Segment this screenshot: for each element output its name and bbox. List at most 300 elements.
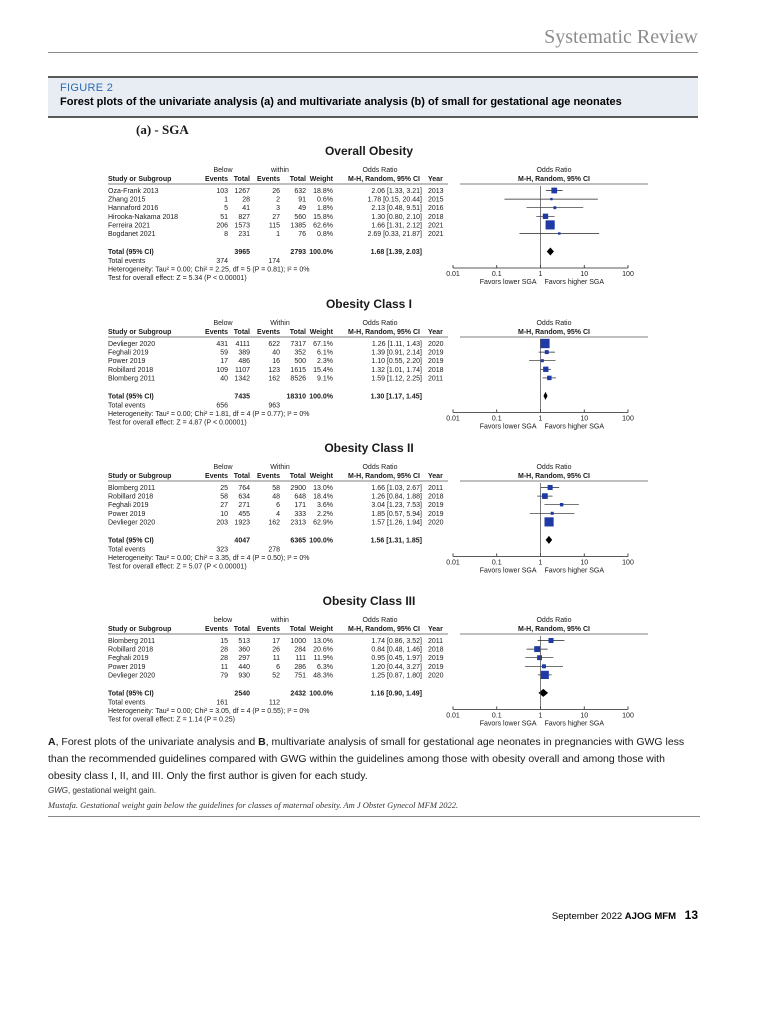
study-point-marker <box>560 503 563 506</box>
caption-bottom-rule <box>48 816 700 817</box>
study-or-ci: 1.26 [0.84, 1.88] <box>371 493 422 501</box>
heterogeneity-stats: Heterogeneity: Tau² = 0.00; Chi² = 1.81, df = 4 (P = 0.77); I² = 0% <box>108 410 310 418</box>
total-label: Total (95% CI) <box>108 393 154 401</box>
total-n-below: 3965 <box>234 249 250 256</box>
study-weight: 15.8% <box>313 213 333 221</box>
caption-part1: , Forest plots of the univariate analysis and <box>55 736 259 748</box>
footer-page-number: 13 <box>684 908 698 922</box>
events-below: 28 <box>220 655 228 663</box>
total-below: 360 <box>238 646 250 654</box>
total-or-ci: 1.16 [0.90, 1.49] <box>370 690 422 698</box>
col-header-events2: Events <box>257 329 280 336</box>
study-year: 2019 <box>428 663 444 671</box>
study-point-marker <box>547 376 551 380</box>
col-header-events2: Events <box>257 176 280 183</box>
study-point-marker <box>537 655 542 660</box>
pooled-diamond <box>546 536 553 544</box>
study-or-ci: 0.84 [0.48, 1.46] <box>371 646 422 654</box>
study-name: Devlieger 2020 <box>108 672 156 680</box>
total-within: 2900 <box>290 485 306 492</box>
study-year: 2020 <box>428 519 444 527</box>
events-within: 26 <box>272 646 280 654</box>
study-weight: 0.8% <box>317 231 333 238</box>
events-below: 10 <box>220 510 228 518</box>
events-below: 206 <box>216 222 228 230</box>
study-point-marker <box>541 359 544 362</box>
total-within: 76 <box>298 231 306 238</box>
caption-a-marker: A <box>48 736 56 748</box>
total-below: 231 <box>238 231 250 238</box>
plot-col-header-ci: M-H, Random, 95% CI <box>518 329 590 336</box>
group1-label: Below <box>213 464 233 471</box>
study-name: Feghali 2019 <box>108 502 149 510</box>
col-header-total2: Total <box>289 329 306 336</box>
events-within: 48 <box>272 493 280 501</box>
study-point-marker <box>558 232 560 234</box>
events-below: 40 <box>220 375 228 383</box>
study-point-marker <box>545 517 554 526</box>
col-header-weight: Weight <box>309 329 333 336</box>
col-header-events1: Events <box>205 626 228 633</box>
study-or-ci: 1.32 [1.01, 1.74] <box>371 366 422 374</box>
heterogeneity-stats: Heterogeneity: Tau² = 0.00; Chi² = 3.35, df = 4 (P = 0.50); I² = 0% <box>108 554 310 562</box>
forest-title: Obesity Class II <box>324 441 414 455</box>
total-events-below: 161 <box>216 699 228 707</box>
total-below: 513 <box>238 638 250 645</box>
study-point-marker <box>542 493 548 499</box>
col-header-year: Year <box>428 473 443 480</box>
study-or-ci: 3.04 [1.23, 7.53] <box>371 502 422 510</box>
total-events-below: 374 <box>216 258 228 265</box>
col-header-year: Year <box>428 329 443 336</box>
study-or-ci: 1.20 [0.44, 3.27] <box>371 663 422 671</box>
study-weight: 1.8% <box>317 205 333 213</box>
total-events-within: 112 <box>268 699 280 707</box>
plot-effect-header: Odds Ratio <box>536 464 572 471</box>
events-within: 58 <box>272 485 280 492</box>
events-within: 115 <box>268 222 280 230</box>
total-below: 440 <box>238 663 250 671</box>
study-year: 2019 <box>428 358 444 366</box>
study-or-ci: 1.57 [1.26, 1.94] <box>371 519 422 527</box>
abbreviation-term: GWG <box>48 786 68 795</box>
study-year: 2021 <box>428 222 444 230</box>
events-within: 40 <box>272 349 280 357</box>
effect-header: Odds Ratio <box>362 320 398 327</box>
forest-title: Obesity Class I <box>325 297 413 311</box>
abbreviation-definition: , gestational weight gain. <box>68 786 157 795</box>
events-within: 4 <box>276 510 280 518</box>
x-axis-tick-label: 100 <box>622 559 634 567</box>
x-axis-tick-label: 0.01 <box>446 415 460 423</box>
events-below: 17 <box>220 358 228 366</box>
panel-label: (a) - SGA <box>136 122 189 137</box>
study-weight: 0.6% <box>317 196 333 204</box>
events-below: 103 <box>216 188 228 195</box>
total-within: 632 <box>294 188 306 195</box>
events-below: 15 <box>220 638 228 645</box>
total-within: 111 <box>295 655 306 663</box>
total-n-within: 2793 <box>290 249 306 256</box>
caption-part2: , multivariate analysis of small for gestational age neonates in pregnancies with GWG less than the recommended guidelines compared with GWG within the guidelines among those with obesity overall and among those with obesity class I, II, and III. Only the first author is given for each study. <box>48 736 685 782</box>
total-below: 827 <box>238 213 250 221</box>
study-weight: 48.3% <box>313 672 333 680</box>
study-name: Robillard 2018 <box>108 646 154 654</box>
effect-header: Odds Ratio <box>362 617 398 624</box>
study-or-ci: 1.25 [0.87, 1.80] <box>371 672 422 680</box>
effect-header: Odds Ratio <box>362 167 398 174</box>
col-header-ci: M-H, Random, 95% CI <box>348 329 420 336</box>
study-or-ci: 1.39 [0.91, 2.14] <box>371 349 422 357</box>
abbreviation-note <box>48 786 156 795</box>
events-below: 51 <box>220 213 228 221</box>
total-weight: 100.0% <box>309 690 333 698</box>
total-within: 560 <box>294 213 306 221</box>
events-below: 59 <box>220 349 228 357</box>
total-label: Total (95% CI) <box>108 249 154 256</box>
study-year: 2019 <box>428 655 444 663</box>
plot-effect-header: Odds Ratio <box>536 167 572 174</box>
col-header-events2: Events <box>257 626 280 633</box>
study-weight: 13.0% <box>313 485 333 492</box>
favors-left-label: Favors lower SGA <box>479 567 537 575</box>
total-label: Total (95% CI) <box>108 537 154 545</box>
favors-right-label: Favors higher SGA <box>544 423 605 431</box>
plot-col-header-ci: M-H, Random, 95% CI <box>518 473 590 480</box>
figure-title: Forest plots of the univariate analysis (a) and multivariate analysis (b) of small for gestational age neonates <box>60 96 622 108</box>
study-name: Feghali 2019 <box>108 655 149 663</box>
study-point-marker <box>540 339 549 348</box>
study-point-marker <box>545 350 549 354</box>
pooled-diamond <box>547 248 554 256</box>
study-point-marker <box>543 214 548 219</box>
study-weight: 13.0% <box>313 638 333 645</box>
plot-effect-header: Odds Ratio <box>536 320 572 327</box>
favors-left-label: Favors lower SGA <box>479 279 537 286</box>
study-weight: 9.1% <box>317 375 333 383</box>
total-within: 1385 <box>290 222 306 230</box>
study-name: Power 2019 <box>108 663 146 671</box>
study-name: Feghali 2019 <box>108 349 149 357</box>
x-axis-tick-label: 1 <box>538 271 543 278</box>
col-header-ci: M-H, Random, 95% CI <box>348 176 420 183</box>
study-or-ci: 1.74 [0.86, 3.52] <box>371 638 422 645</box>
study-name: Blomberg 2011 <box>108 638 155 645</box>
favors-left-label: Favors lower SGA <box>479 720 537 728</box>
col-header-year: Year <box>428 176 443 183</box>
total-below: 455 <box>238 510 250 518</box>
total-events-label: Total events <box>108 402 146 410</box>
study-name: Robillard 2018 <box>108 493 154 501</box>
total-within: 91 <box>298 196 306 204</box>
total-below: 1267 <box>234 188 250 195</box>
total-within: 284 <box>294 646 306 654</box>
events-below: 28 <box>220 646 228 654</box>
col-header-study: Study or Subgroup <box>108 176 172 183</box>
study-or-ci: 1.30 [0.80, 2.10] <box>371 213 422 221</box>
study-point-marker <box>551 512 554 515</box>
total-within: 1615 <box>290 366 306 374</box>
study-name: Power 2019 <box>108 358 146 366</box>
col-header-total2: Total <box>289 626 306 633</box>
group2-label: Within <box>270 320 290 327</box>
total-n-below: 7435 <box>234 393 250 401</box>
total-below: 297 <box>238 655 250 663</box>
group1-label: Below <box>213 167 233 174</box>
effect-header: Odds Ratio <box>362 464 398 471</box>
col-header-weight: Weight <box>309 626 333 633</box>
study-or-ci: 1.10 [0.55, 2.20] <box>371 358 422 366</box>
study-weight: 62.9% <box>313 519 333 527</box>
col-header-total2: Total <box>289 176 306 183</box>
total-within: 171 <box>294 502 306 510</box>
study-point-marker <box>551 188 557 194</box>
total-n-within: 2432 <box>290 690 306 698</box>
events-within: 11 <box>272 655 280 663</box>
favors-right-label: Favors higher SGA <box>544 279 605 286</box>
total-below: 4111 <box>235 341 250 348</box>
total-events-within: 174 <box>268 258 280 265</box>
study-weight: 6.3% <box>317 663 333 671</box>
pooled-diamond <box>543 392 547 400</box>
events-below: 1 <box>224 196 228 204</box>
study-year: 2020 <box>428 341 444 348</box>
events-below: 11 <box>220 663 228 671</box>
favors-right-label: Favors higher SGA <box>544 567 605 575</box>
plot-effect-header: Odds Ratio <box>536 617 572 624</box>
study-year: 2018 <box>428 213 444 221</box>
total-within: 500 <box>294 358 306 366</box>
running-header-title: Systematic Review <box>544 26 698 48</box>
study-year: 2019 <box>428 502 444 510</box>
footer-journal: AJOG MFM <box>624 911 676 922</box>
total-events-within: 278 <box>268 546 280 554</box>
col-header-study: Study or Subgroup <box>108 626 172 633</box>
col-header-events1: Events <box>205 473 228 480</box>
study-name: Ferreira 2021 <box>108 222 151 230</box>
events-within: 27 <box>272 213 280 221</box>
total-events-label: Total events <box>108 546 146 554</box>
page-footer <box>552 908 698 922</box>
x-axis-tick-label: 0.1 <box>491 712 502 720</box>
events-within: 622 <box>268 341 280 348</box>
total-below: 1107 <box>234 366 250 374</box>
total-within: 751 <box>294 672 306 680</box>
col-header-weight: Weight <box>309 473 333 480</box>
study-name: Devlieger 2020 <box>108 341 156 348</box>
study-or-ci: 1.26 [1.11, 1.43] <box>371 341 422 348</box>
events-below: 203 <box>216 519 228 527</box>
total-n-below: 2540 <box>234 690 250 698</box>
study-point-marker <box>548 485 553 490</box>
total-within: 49 <box>298 205 306 213</box>
study-or-ci: 1.85 [0.57, 5.94] <box>371 510 422 518</box>
overall-effect-test: Test for overall effect: Z = 5.07 (P < 0.00001) <box>108 563 247 571</box>
study-or-ci: 2.69 [0.33, 21.87] <box>367 231 422 238</box>
total-within: 286 <box>294 663 306 671</box>
total-below: 764 <box>238 485 250 492</box>
col-header-year: Year <box>428 626 443 633</box>
x-axis-tick-label: 0.1 <box>491 559 502 567</box>
favors-left-label: Favors lower SGA <box>479 423 537 431</box>
study-point-marker <box>534 646 540 652</box>
total-below: 486 <box>238 358 250 366</box>
overall-effect-test: Test for overall effect: Z = 5.34 (P < 0.00001) <box>108 275 247 282</box>
events-within: 6 <box>276 663 280 671</box>
study-name: Zhang 2015 <box>108 196 146 204</box>
x-axis-tick-label: 10 <box>580 415 589 423</box>
group2-label: Within <box>270 464 290 471</box>
total-within: 7317 <box>290 341 306 348</box>
col-header-weight: Weight <box>309 176 333 183</box>
study-year: 2018 <box>428 646 444 654</box>
study-year: 2019 <box>428 510 444 518</box>
group1-label: Below <box>213 320 233 327</box>
events-within: 16 <box>272 358 280 366</box>
study-name: Bogdanet 2021 <box>108 231 156 238</box>
total-events-label: Total events <box>108 699 146 707</box>
x-axis-tick-label: 0.01 <box>446 271 460 278</box>
study-year: 2011 <box>428 375 444 383</box>
x-axis-tick-label: 10 <box>580 271 589 278</box>
total-below: 1573 <box>234 222 250 230</box>
x-axis-tick-label: 0.01 <box>446 559 460 567</box>
study-weight: 11.9% <box>313 655 333 663</box>
col-header-events1: Events <box>205 329 228 336</box>
events-below: 431 <box>216 341 228 348</box>
study-weight: 3.6% <box>317 502 333 510</box>
citation-line: Mustafa. Gestational weight gain below the guidelines for classes of maternal obesity. Am J Obstet Gynecol MFM 2022. <box>48 800 459 810</box>
overall-effect-test: Test for overall effect: Z = 4.87 (P < 0.00001) <box>108 419 247 427</box>
group2-label: within <box>271 167 289 174</box>
caption-b-marker: B <box>258 736 266 748</box>
study-name: Devlieger 2020 <box>108 519 156 527</box>
study-point-marker <box>542 664 546 668</box>
total-below: 930 <box>238 672 250 680</box>
total-below: 28 <box>242 196 250 204</box>
study-or-ci: 0.95 [0.45, 1.97] <box>371 655 422 663</box>
study-year: 2013 <box>428 188 444 195</box>
study-year: 2011 <box>428 638 444 645</box>
study-name: Power 2019 <box>108 510 146 518</box>
study-point-marker <box>546 220 555 229</box>
study-weight: 15.4% <box>313 366 333 374</box>
study-weight: 62.6% <box>313 222 333 230</box>
x-axis-tick-label: 100 <box>622 271 634 278</box>
total-below: 389 <box>238 349 250 357</box>
study-name: Hirooka-Nakama 2018 <box>108 213 179 221</box>
total-or-ci: 1.68 [1.39, 2.03] <box>370 249 422 256</box>
x-axis-tick-label: 100 <box>622 415 634 423</box>
events-within: 123 <box>268 366 280 374</box>
total-or-ci: 1.30 [1.17, 1.45] <box>370 393 422 401</box>
study-year: 2018 <box>428 366 444 374</box>
study-point-marker <box>549 638 554 643</box>
events-within: 17 <box>272 638 280 645</box>
study-year: 2015 <box>428 196 444 204</box>
events-within: 6 <box>276 502 280 510</box>
x-axis-tick-label: 0.1 <box>491 415 502 423</box>
total-within: 333 <box>294 510 306 518</box>
col-header-study: Study or Subgroup <box>108 473 172 480</box>
col-header-total1: Total <box>233 329 250 336</box>
total-events-below: 323 <box>216 546 228 554</box>
study-weight: 6.1% <box>317 349 333 357</box>
total-within: 648 <box>294 493 306 501</box>
x-axis-tick-label: 0.01 <box>446 712 460 720</box>
col-header-total1: Total <box>233 626 250 633</box>
total-below: 271 <box>238 502 250 510</box>
total-label: Total (95% CI) <box>108 690 154 698</box>
x-axis-tick-label: 10 <box>580 559 589 567</box>
study-point-marker <box>553 206 556 209</box>
figure-label: FIGURE 2 <box>60 82 114 94</box>
total-n-within: 18310 <box>286 393 306 401</box>
total-within: 1000 <box>290 638 306 645</box>
events-below: 5 <box>224 205 228 213</box>
col-header-study: Study or Subgroup <box>108 329 172 336</box>
study-weight: 18.4% <box>313 493 333 501</box>
study-point-marker <box>541 671 549 679</box>
study-year: 2018 <box>428 493 444 501</box>
study-weight: 2.3% <box>317 358 333 366</box>
total-n-within: 6365 <box>290 537 306 545</box>
events-within: 3 <box>276 205 280 213</box>
total-weight: 100.0% <box>309 537 333 545</box>
total-below: 1923 <box>234 519 250 527</box>
events-below: 8 <box>224 231 228 238</box>
study-point-marker <box>550 198 552 200</box>
study-or-ci: 1.66 [1.03, 2.67] <box>371 485 422 492</box>
events-within: 26 <box>272 188 280 195</box>
study-name: Oza-Frank 2013 <box>108 188 159 195</box>
group2-label: within <box>271 617 289 624</box>
total-n-below: 4047 <box>234 537 250 545</box>
study-or-ci: 1.66 [1.31, 2.12] <box>371 222 422 230</box>
study-name: Blomberg 2011 <box>108 485 155 492</box>
study-or-ci: 1.78 [0.15, 20.44] <box>367 196 422 204</box>
total-within: 2313 <box>290 519 306 527</box>
col-header-total2: Total <box>289 473 306 480</box>
x-axis-tick-label: 100 <box>622 712 634 720</box>
total-or-ci: 1.56 [1.31, 1.85] <box>370 537 422 545</box>
col-header-total1: Total <box>233 473 250 480</box>
heterogeneity-stats: Heterogeneity: Tau² = 0.00; Chi² = 3.05, df = 4 (P = 0.55); I² = 0% <box>108 707 310 715</box>
total-weight: 100.0% <box>309 393 333 401</box>
events-below: 109 <box>216 366 228 374</box>
total-below: 1342 <box>234 375 250 383</box>
events-below: 25 <box>220 485 228 492</box>
study-year: 2021 <box>428 231 444 238</box>
total-below: 41 <box>242 205 250 213</box>
favors-right-label: Favors higher SGA <box>544 720 605 728</box>
figure-caption <box>48 734 700 785</box>
total-events-below: 656 <box>216 402 228 410</box>
events-within: 1 <box>276 231 280 238</box>
events-within: 2 <box>276 196 280 204</box>
col-header-ci: M-H, Random, 95% CI <box>348 626 420 633</box>
study-year: 2011 <box>428 485 444 492</box>
footer-date: September 2022 <box>551 911 623 922</box>
col-header-total1: Total <box>233 176 250 183</box>
heterogeneity-stats: Heterogeneity: Tau² = 0.00; Chi² = 2.25, df = 5 (P = 0.81); I² = 0% <box>108 266 310 274</box>
study-weight: 20.6% <box>313 646 333 654</box>
events-within: 162 <box>268 375 280 383</box>
study-year: 2019 <box>428 349 444 357</box>
pooled-diamond <box>538 689 548 697</box>
total-within: 8526 <box>290 375 306 383</box>
overall-effect-test: Test for overall effect: Z = 1.14 (P = 0.25) <box>108 716 235 724</box>
